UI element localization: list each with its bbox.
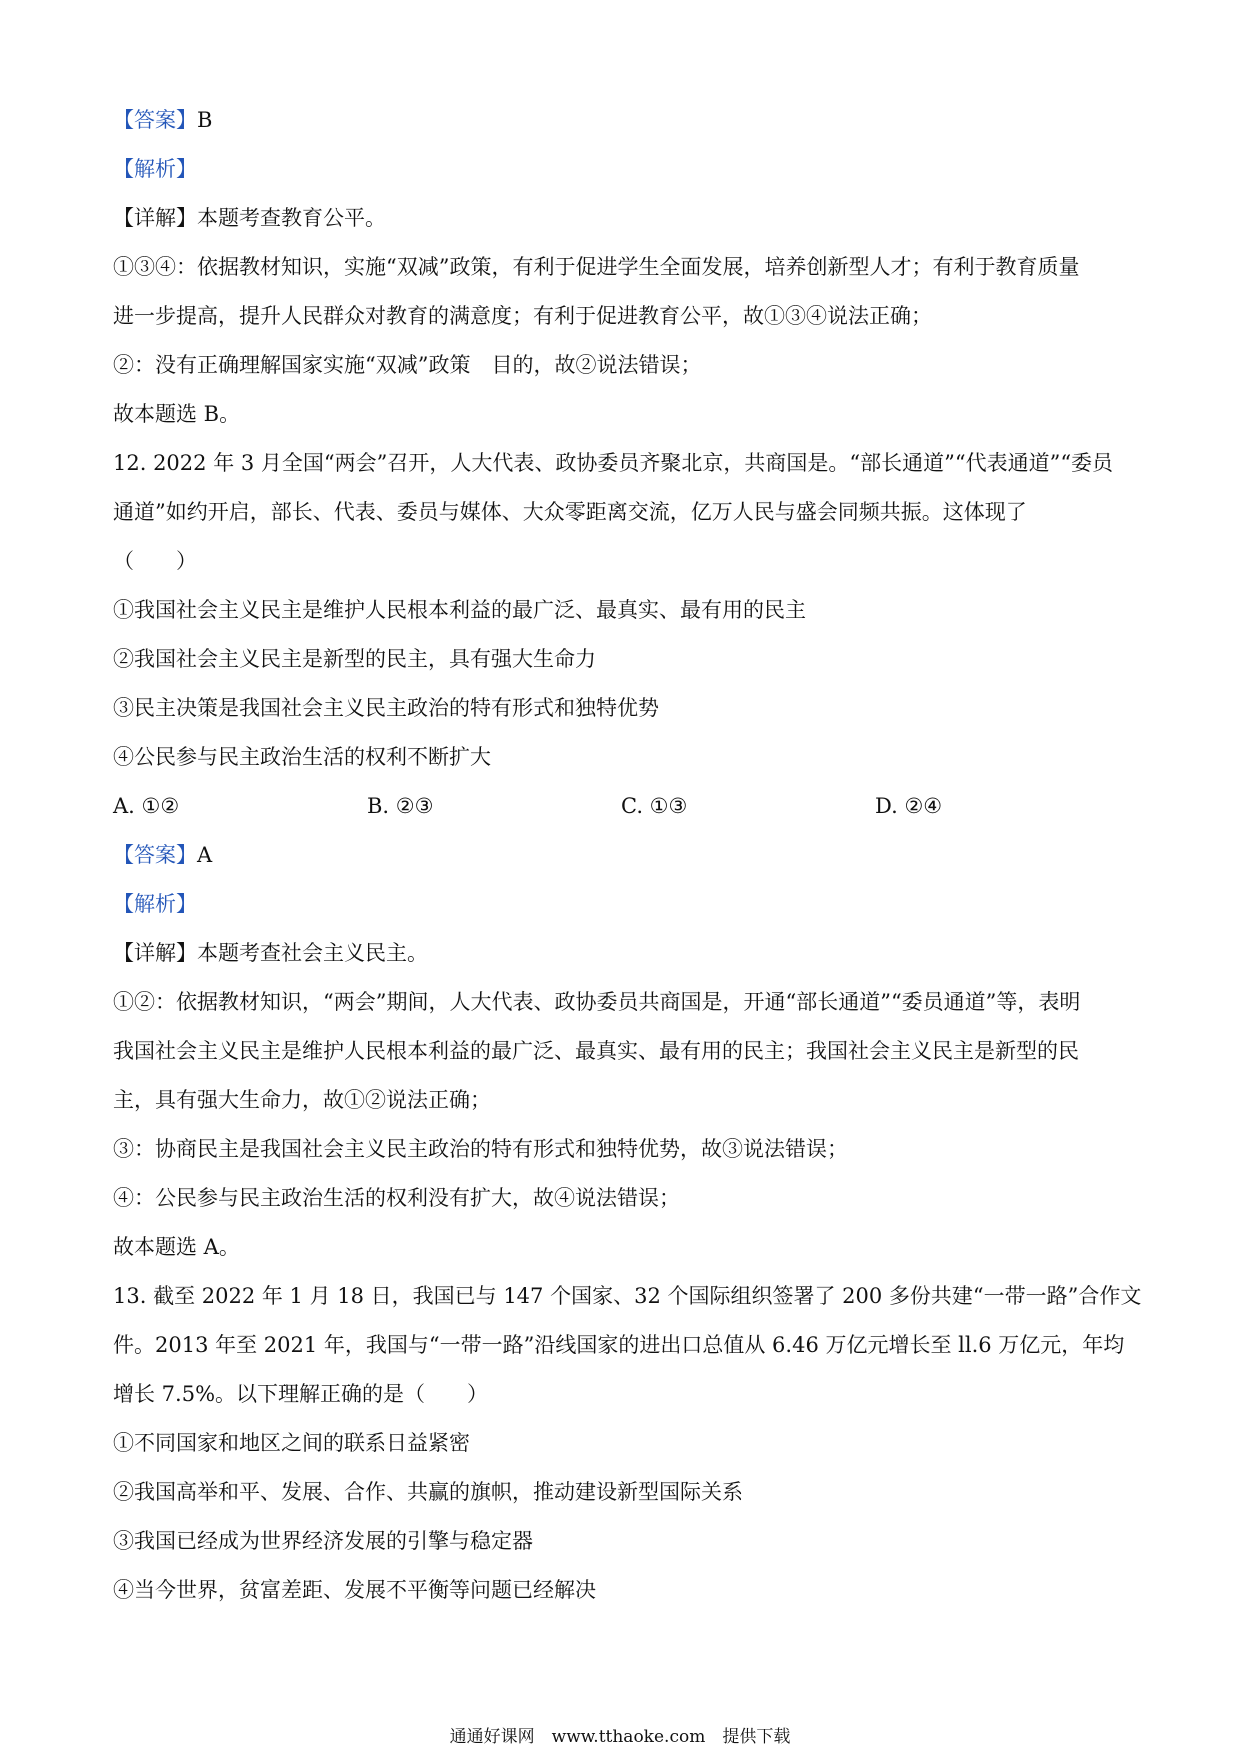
q12-item-1: ①我国社会主义民主是维护人民根本利益的最广泛、最真实、最有用的民主 [113,598,806,622]
option-b: B. ②③ [367,794,434,818]
q12-item-2: ②我国社会主义民主是新型的民主，具有强大生命力 [113,647,596,671]
q12-stem-a: 12. 2022 年 3 月全国“两会”召开，人大代表、政协委员齐聚北京，共商国是。“部长通道”“代表通道”“委员 [113,451,1114,475]
q11-conclusion: 故本题选 B。 [113,402,241,426]
q11-explanation-1a: ①③④：依据教材知识，实施“双减”政策，有利于促进学生全面发展，培养创新型人才；有利于教育质量 [113,255,1080,279]
answer-value: A [197,843,213,867]
analysis-tag: 【解析】 [113,157,197,181]
option-c: C. ①③ [621,794,688,818]
q12-detail: 【详解】本题考查社会主义民主。 [113,941,428,965]
q12-answer-line [113,831,1133,880]
q12-explanation-1b: 我国社会主义民主是维护人民根本利益的最广泛、最真实、最有用的民主；我国社会主义民主是新型的民 [113,1039,1079,1063]
q13-item-2: ②我国高举和平、发展、合作、共赢的旗帜，推动建设新型国际关系 [113,1480,743,1504]
analysis-tag: 【解析】 [113,892,197,916]
q11-detail: 【详解】本题考查教育公平。 [113,206,386,230]
q13-stem-c: 增长 7.5%。以下理解正确的是（ ） [113,1382,489,1406]
answer-tag: 【答案】 [113,108,197,132]
page-footer: 通通好课网 www.tthaoke.com 提供下载 [449,1727,791,1747]
q12-stem-b: 通道”如约开启，部长、代表、委员与媒体、大众零距离交流，亿万人民与盛会同频共振。这体现了 [113,500,1027,524]
q12-options [113,782,1133,831]
q13-item-3: ③我国已经成为世界经济发展的引擎与稳定器 [113,1529,533,1553]
q12-analysis-line [113,880,1133,929]
option-d: D. ②④ [875,794,943,818]
q13-stem-b: 件。2013 年至 2021 年，我国与“一带一路”沿线国家的进出口总值从 6.46 万亿元增长至 ll.6 万亿元，年均 [113,1333,1125,1357]
q11-answer-line [113,96,1133,145]
q12-explanation-1c: 主，具有强大生命力，故①②说法正确； [113,1088,491,1112]
q11-explanation-2: ②：没有正确理解国家实施“双减”政策 目的，故②说法错误； [113,353,702,377]
q12-conclusion: 故本题选 A。 [113,1235,240,1259]
q12-explanation-1a: ①②：依据教材知识，“两会”期间，人大代表、政协委员共商国是，开通“部长通道”“委员通道”等，表明 [113,990,1081,1014]
q13-item-1: ①不同国家和地区之间的联系日益紧密 [113,1431,470,1455]
q13-item-4: ④当今世界，贫富差距、发展不平衡等问题已经解决 [113,1578,596,1602]
q12-explanation-2: ③：协商民主是我国社会主义民主政治的特有形式和独特优势，故③说法错误； [113,1137,848,1161]
q12-item-3: ③民主决策是我国社会主义民主政治的特有形式和独特优势 [113,696,659,720]
q13-stem-a: 13. 截至 2022 年 1 月 18 日，我国已与 147 个国家、32 个国际组织签署了 200 多份共建“一带一路”合作文 [113,1284,1142,1308]
q12-item-4: ④公民参与民主政治生活的权利不断扩大 [113,745,491,769]
answer-tag: 【答案】 [113,843,197,867]
q11-explanation-1b: 进一步提高，提升人民群众对教育的满意度；有利于促进教育公平，故①③④说法正确； [113,304,932,328]
document-body [113,96,1142,1615]
option-a: A. ①② [113,794,180,818]
q11-analysis-line [113,145,1133,194]
q12-explanation-3: ④：公民参与民主政治生活的权利没有扩大，故④说法错误； [113,1186,680,1210]
answer-value: B [197,108,213,132]
q12-blank: （ ） [113,549,197,573]
